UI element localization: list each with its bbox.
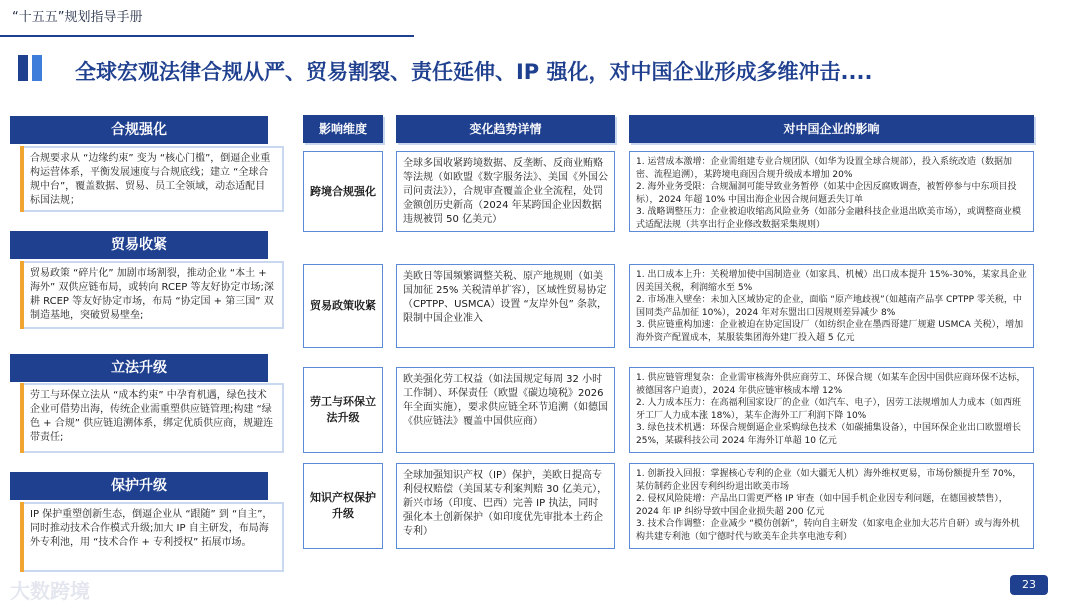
category-title: 合规强化 xyxy=(10,116,268,144)
impact-item: 3. 绿色技术机遇：环保合规倒逼企业采购绿色技术（如碳捕集设备），中国环保企业出口欧盟增长 25%，某碳科技公司 2024 年海外订单超 10 亿元 xyxy=(636,423,1021,446)
impact-item: 1. 运营成本激增：企业需组建专业合规团队（如华为设置全球合规部），投入系统改造（数据加密、流程追溯），某跨境电商因合规升级成本增加 20% xyxy=(636,157,1012,180)
trend-cell: 全球加强知识产权（IP）保护，美欧日提高专利侵权赔偿（美国某专利案判赔 30 亿美元），新兴市场（印度、巴西）完善 IP 执法，同时强化本土创新保护（如印度优先审批本土药企专利） xyxy=(396,463,615,549)
header-divider xyxy=(0,35,414,37)
page-title: 全球宏观法律合规从严、贸易割裂、责任延伸、IP 强化，对中国企业形成多维冲击.... xyxy=(75,60,873,84)
column-header-impact: 对中国企业的影响 xyxy=(629,115,1034,143)
category-accent xyxy=(20,383,24,453)
category-title: 保护升级 xyxy=(10,472,268,500)
title-accent-light xyxy=(32,55,42,81)
document-label: “十五五”规划指导手册 xyxy=(12,10,143,25)
impact-item: 2. 侵权风险陡增：产品出口需更严格 IP 审查（如中国手机企业因专利问题，在德国被禁售），2024 年 IP 纠纷导致中国企业损失超 200 亿元 xyxy=(636,494,1008,517)
impact-item: 2. 市场准入壁垒：未加入区域协定的企业，面临 “原产地歧视”（如越南产品享 CPTPP 零关税，中国同类产品加征 10%），2024 年对东盟出口因规则差异减少 8% xyxy=(636,295,1022,318)
impact-cell xyxy=(629,151,1034,232)
category-text: 合规要求从 “边缘约束” 变为 “核心门槛”，倒逼企业重构运营体系，平衡发展速度与合规底线；建立 “全球合规中台”，覆盖数据、贸易、员工全领域，动态适配目标国法规； xyxy=(20,146,284,212)
impact-item: 1. 创新投入回报：掌握核心专利的企业（如大疆无人机）海外维权更易，市场份额提升至 70%，某仿制药企业因专利纠纷退出欧美市场 xyxy=(636,469,1022,492)
category-text: 贸易政策 “碎片化” 加剧市场割裂，推动企业 “本土 + 海外” 双供应链布局，或转向 RCEP 等友好协定市场;深耕 RCEP 等友好协定市场，布局 “协定国 + 第三国” 双制造基地，突破贸易壁垒; xyxy=(20,261,284,329)
column-header-dimension: 影响维度 xyxy=(303,115,383,143)
impact-item: 3. 技术合作调整：企业减少 “模仿创新”，转向自主研发（如家电企业加大芯片自研）或与海外机构共建专利池（如宁德时代与欧美车企共享电池专利） xyxy=(636,519,1020,542)
category-text: IP 保护重塑创新生态，倒逼企业从 “跟随” 到 “自主”，同时推动技术合作模式升级;加大 IP 自主研发，布局海外专利池，用 “技术合作 + 专利授权” 拓展市场。 xyxy=(20,502,284,572)
dimension-cell: 劳工与环保立法升级 xyxy=(303,367,383,453)
impact-cell xyxy=(629,264,1034,348)
category-accent xyxy=(20,261,24,329)
trend-cell: 全球多国收紧跨境数据、反垄断、反商业贿赂等法规（如欧盟《数字服务法》、美国《外国公司问责法》），合规审查覆盖企业全流程，处罚金额创历史新高（2024 年某跨国企业因数据违规被罚 50 亿美元） xyxy=(396,151,615,232)
page-number: 23 xyxy=(1010,575,1048,595)
dimension-cell: 贸易政策收紧 xyxy=(303,264,383,348)
impact-cell xyxy=(629,367,1034,453)
impact-cell xyxy=(629,463,1034,549)
watermark: 大数跨境 xyxy=(10,579,90,603)
category-title: 贸易收紧 xyxy=(10,231,268,259)
impact-item: 2. 海外业务受限：合规漏洞可能导致业务暂停（如某中企因反腐败调查，被暂停参与中东项目投标），2024 年超 10% 中国出海企业因合规问题丢失订单 xyxy=(636,182,1017,205)
category-text: 劳工与环保立法从 “成本约束” 中孕育机遇，绿色技术企业可借势出海，传统企业需重塑供应链管理;构建 “绿色 + 合规” 供应链追溯体系，绑定优质供应商，规避连带责任; xyxy=(20,383,284,453)
impact-item: 2. 人力成本压力：在高福利国家设厂的企业（如汽车、电子），因劳工法规增加人力成本（如西班牙工厂人力成本涨 18%），某车企海外工厂利润下降 10% xyxy=(636,398,1021,421)
column-header-trend: 变化趋势详情 xyxy=(396,115,615,143)
impact-item: 1. 供应链管理复杂：企业需审核海外供应商劳工、环保合规（如某车企因中国供应商环保不达标，被德国客户追责），2024 年供应链审核成本增 12% xyxy=(636,373,1026,396)
title-accent-dark xyxy=(18,55,28,81)
impact-item: 3. 战略调整压力：企业被迫收缩高风险业务（如部分金融科技企业退出欧美市场），或调整商业模式适配法规（共享出行企业修改数据采集规则） xyxy=(636,207,1021,230)
category-accent xyxy=(20,502,24,572)
trend-cell: 欧美强化劳工权益（如法国规定每周 32 小时工作制）、环保责任（欧盟《碳边境税》2026 年全面实施），要求供应链全环节追溯（如德国《供应链法》覆盖中国供应商） xyxy=(396,367,615,453)
trend-cell: 美欧日等国频繁调整关税、原产地规则（如美国加征 25% 关税清单扩容），区域性贸易协定（CPTPP、USMCA）设置 “友岸外包” 条款，限制中国企业准入 xyxy=(396,264,615,348)
dimension-cell: 知识产权保护升级 xyxy=(303,463,383,549)
dimension-cell: 跨境合规强化 xyxy=(303,151,383,232)
category-accent xyxy=(20,146,24,212)
category-title: 立法升级 xyxy=(10,354,268,382)
impact-item: 3. 供应链重构加速：企业被迫在协定国设厂（如纺织企业在墨西哥建厂规避 USMCA 关税），增加海外资产配置成本，某服装集团海外建厂投入超 5 亿元 xyxy=(636,320,1024,343)
impact-item: 1. 出口成本上升：关税增加使中国制造业（如家具、机械）出口成本提升 15%-30%，某家具企业因美国关税，利润缩水至 5% xyxy=(636,270,1027,293)
